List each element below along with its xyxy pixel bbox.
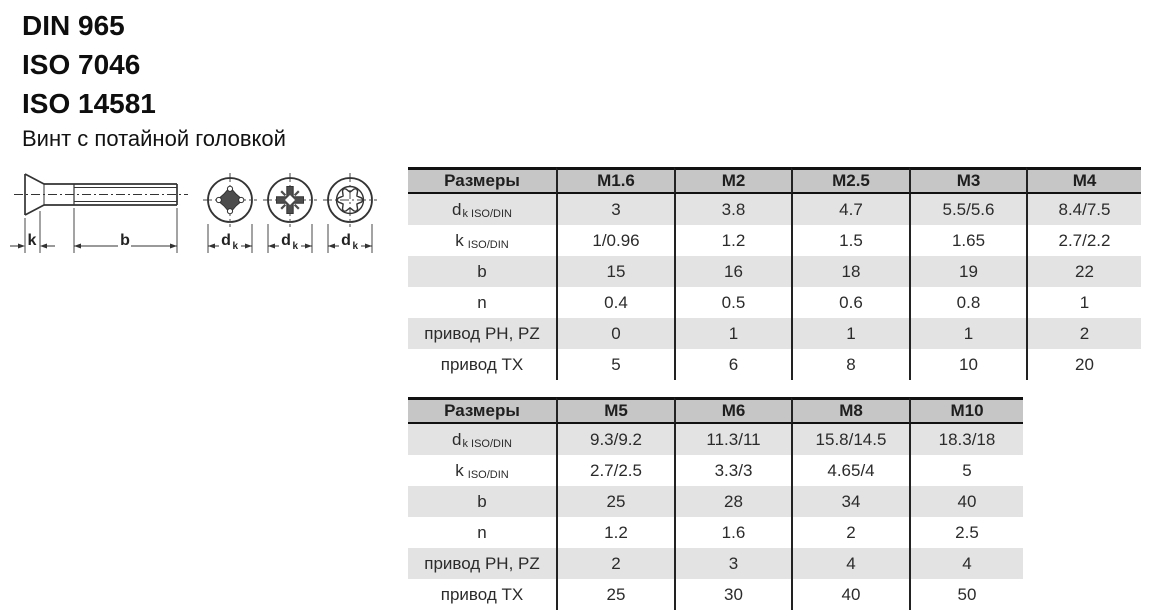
table-cell: 10 [909, 349, 1026, 380]
table-cell: 2 [791, 517, 909, 548]
standard-iso-7046: ISO 7046 [22, 49, 141, 80]
row-label-main: привод TX [440, 584, 524, 604]
dimensions-table-m1_6-m4 [408, 167, 1141, 380]
table-cell: 1.2 [674, 225, 791, 256]
table-cell: 8.4/7.5 [1026, 194, 1141, 225]
column-header: M4 [1026, 167, 1141, 194]
table-cell: 2 [1026, 318, 1141, 349]
table-cell: 19 [909, 256, 1026, 287]
table-cell: 8 [791, 349, 909, 380]
table-cell: 2.7/2.5 [556, 455, 674, 486]
row-label-main: n [477, 522, 487, 542]
table-cell: 3.8 [674, 194, 791, 225]
table-cell: 15 [556, 256, 674, 287]
table-cell: 20 [1026, 349, 1141, 380]
table-cell: 4.65/4 [791, 455, 909, 486]
table-cell: 5 [909, 455, 1023, 486]
row-label-main: привод PH, PZ [424, 553, 540, 573]
table-cell: 1.2 [556, 517, 674, 548]
table-cell: 4 [909, 548, 1023, 579]
column-header: M2 [674, 167, 791, 194]
table-cell: 1 [674, 318, 791, 349]
row-label-main: d [452, 429, 462, 449]
table-cell: 3 [674, 548, 791, 579]
row-label-main: k [455, 230, 464, 250]
table-cell: 0.8 [909, 287, 1026, 318]
table-cell: 2.5 [909, 517, 1023, 548]
dimension-label-dk-main: d [341, 232, 351, 249]
column-header: M6 [674, 397, 791, 424]
column-header: M5 [556, 397, 674, 424]
row-label-sub: ISO/DIN [464, 238, 509, 251]
table-cell: 11.3/11 [674, 424, 791, 455]
row-label-main: d [452, 199, 462, 219]
dimensions-table-m5-m10 [408, 397, 1023, 610]
table-cell: 6 [674, 349, 791, 380]
row-label-sub: k ISO/DIN [462, 437, 512, 450]
row-label-sub: ISO/DIN [464, 468, 509, 481]
table-cell: 2.7/2.2 [1026, 225, 1141, 256]
column-header: M1.6 [556, 167, 674, 194]
row-label-main: привод TX [440, 354, 524, 374]
table-cell: 4.7 [791, 194, 909, 225]
row-label [408, 318, 556, 349]
dimension-label-dk-sub: k [232, 241, 239, 252]
table-cell: 1 [909, 318, 1026, 349]
column-header: M2.5 [791, 167, 909, 194]
row-label [408, 256, 556, 287]
row-label [408, 548, 556, 579]
row-label-main: b [477, 491, 487, 511]
column-header: Размеры [408, 167, 556, 194]
table-cell: 3 [556, 194, 674, 225]
table-cell: 34 [791, 486, 909, 517]
dimension-label-dk-sub: k [292, 241, 299, 252]
table-cell: 40 [909, 486, 1023, 517]
dimension-label-dk-sub: k [352, 241, 359, 252]
row-label [408, 225, 556, 256]
table-cell: 9.3/9.2 [556, 424, 674, 455]
table-cell: 25 [556, 486, 674, 517]
table-cell: 2 [556, 548, 674, 579]
table-cell: 16 [674, 256, 791, 287]
table-cell: 1.5 [791, 225, 909, 256]
row-label [408, 517, 556, 548]
standard-din: DIN 965 [22, 10, 125, 41]
row-label-main: привод PH, PZ [424, 323, 540, 343]
table-cell: 18 [791, 256, 909, 287]
table-cell: 1/0.96 [556, 225, 674, 256]
table-cell: 0.4 [556, 287, 674, 318]
row-label [408, 455, 556, 486]
table-cell: 18.3/18 [909, 424, 1023, 455]
row-label [408, 424, 556, 455]
pozidriv-head-view [263, 173, 317, 253]
table-cell: 28 [674, 486, 791, 517]
table-cell: 5.5/5.6 [909, 194, 1026, 225]
screw-technical-drawing [2, 163, 397, 273]
standards-list [22, 6, 156, 123]
column-header: M8 [791, 397, 909, 424]
table-cell: 3.3/3 [674, 455, 791, 486]
table-cell: 1 [1026, 287, 1141, 318]
table-cell: 5 [556, 349, 674, 380]
row-label [408, 349, 556, 380]
dimension-label-dk-main: d [221, 232, 231, 249]
standard-iso-14581: ISO 14581 [22, 88, 156, 119]
torx-head-view [323, 173, 377, 253]
table-cell: 0.6 [791, 287, 909, 318]
dimension-label-k: k [27, 232, 37, 249]
table-cell: 30 [674, 579, 791, 610]
table-cell: 50 [909, 579, 1023, 610]
phillips-head-view [203, 173, 257, 253]
table-cell: 40 [791, 579, 909, 610]
dimension-label-dk-main: d [281, 232, 291, 249]
row-label-sub: k ISO/DIN [462, 207, 512, 220]
table-cell: 15.8/14.5 [791, 424, 909, 455]
table-cell: 1.6 [674, 517, 791, 548]
page-title: Винт с потайной головкой [22, 126, 286, 151]
table-cell: 22 [1026, 256, 1141, 287]
row-label [408, 287, 556, 318]
row-label-main: n [477, 292, 487, 312]
dimension-label-b: b [120, 232, 130, 249]
column-header: M10 [909, 397, 1023, 424]
table-cell: 1 [791, 318, 909, 349]
row-label [408, 486, 556, 517]
table-cell: 25 [556, 579, 674, 610]
table-cell: 0.5 [674, 287, 791, 318]
row-label [408, 579, 556, 610]
row-label-main: k [455, 460, 464, 480]
table-cell: 0 [556, 318, 674, 349]
table-cell: 4 [791, 548, 909, 579]
row-label [408, 194, 556, 225]
column-header: M3 [909, 167, 1026, 194]
column-header: Размеры [408, 397, 556, 424]
table-cell: 1.65 [909, 225, 1026, 256]
row-label-main: b [477, 261, 487, 281]
